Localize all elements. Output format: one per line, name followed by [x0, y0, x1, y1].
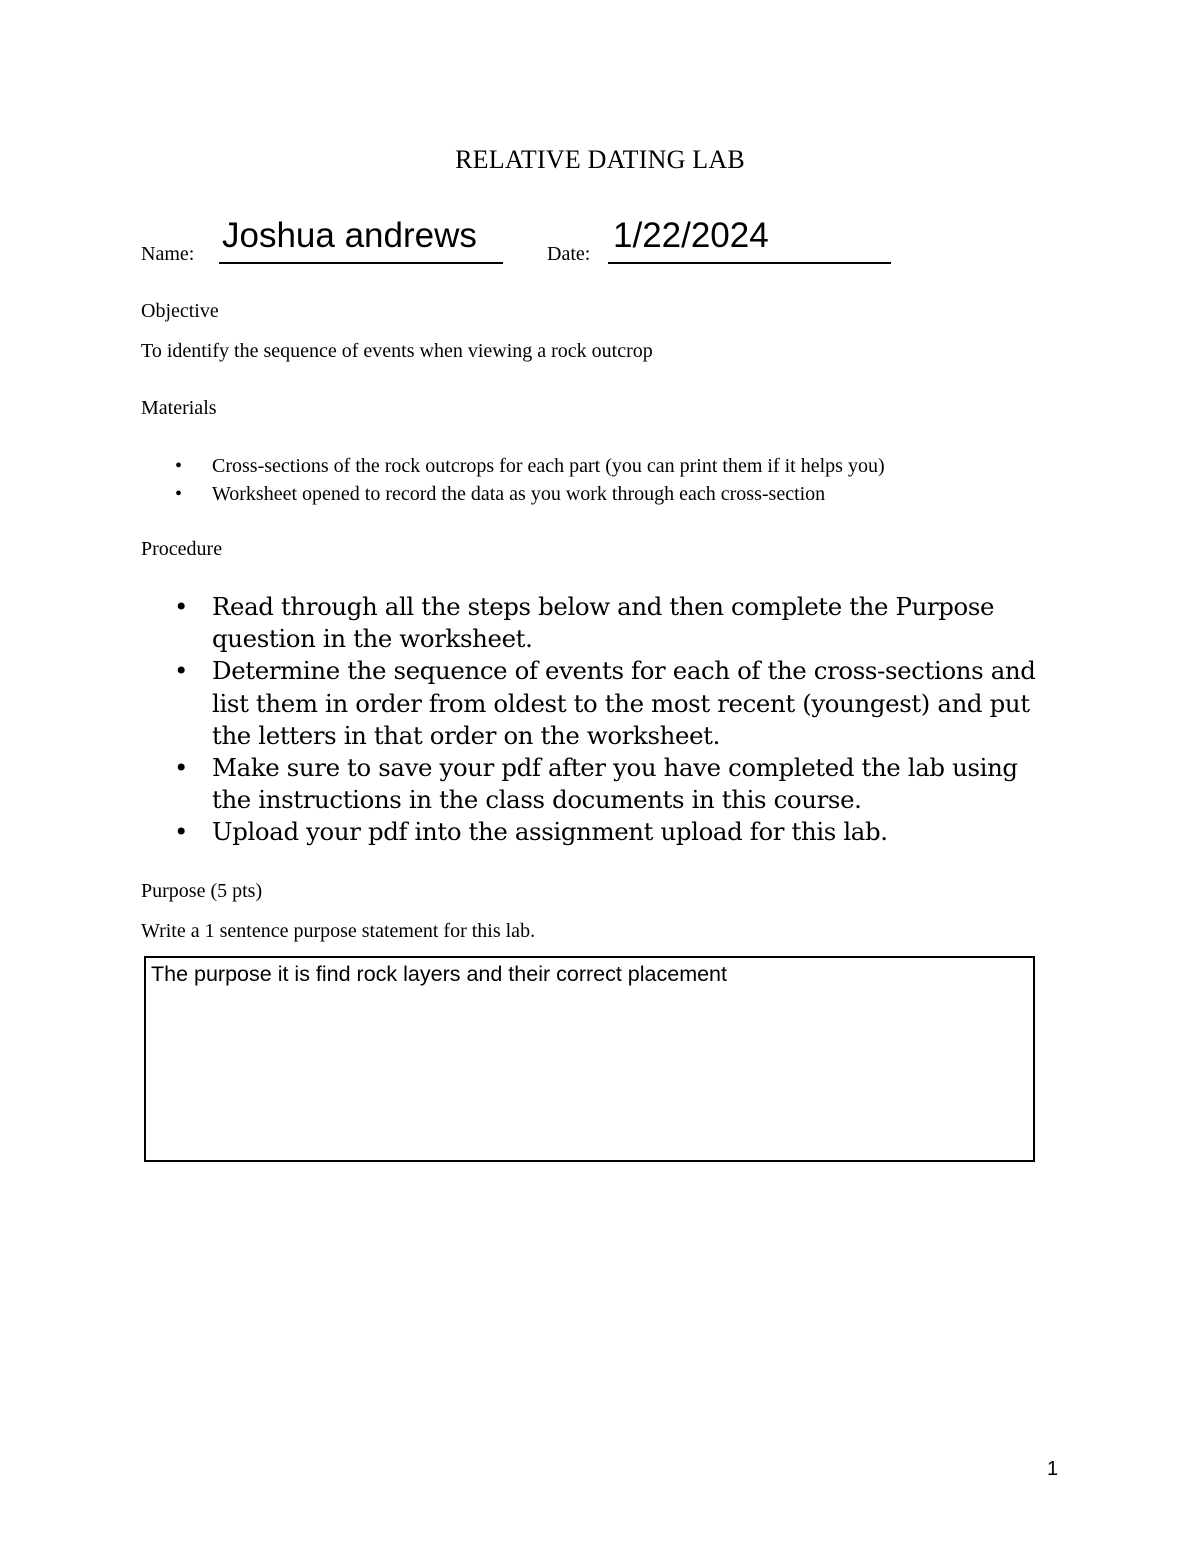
date-label: Date:: [547, 243, 591, 265]
materials-list: [141, 453, 885, 508]
purpose-heading: Purpose (5 pts): [141, 880, 263, 902]
name-label: Name:: [141, 243, 195, 265]
date-underline: [608, 262, 891, 264]
materials-item: • Worksheet opened to record the data as you work through each cross-section: [141, 481, 885, 509]
procedure-item: • Upload your pdf into the assignment upload for this lab.: [141, 816, 1051, 848]
page-number: 1: [1047, 1458, 1059, 1480]
objective-heading: Objective: [141, 300, 219, 322]
purpose-answer-box[interactable]: [144, 956, 1035, 1162]
procedure-list: [141, 591, 1051, 849]
materials-heading: Materials: [141, 397, 217, 419]
materials-item: • Cross-sections of the rock outcrops for each part (you can print them if it helps you): [141, 453, 885, 481]
purpose-answer-text[interactable]: The purpose it is find rock layers and their correct placement: [151, 962, 727, 986]
name-underline: [219, 262, 503, 264]
procedure-item: • Make sure to save your pdf after you have completed the lab using the instructions in the class documents in this course.: [141, 752, 1051, 816]
objective-text: To identify the sequence of events when viewing a rock outcrop: [141, 340, 653, 362]
procedure-item: • Read through all the steps below and then complete the Purpose question in the worksheet.: [141, 591, 1051, 655]
document-title: RELATIVE DATING LAB: [455, 145, 745, 174]
purpose-prompt: Write a 1 sentence purpose statement for this lab.: [141, 920, 536, 942]
procedure-item: • Determine the sequence of events for each of the cross-sections and list them in order from oldest to the most recent (youngest) and put the letters in that order on the worksheet.: [141, 655, 1051, 752]
name-field[interactable]: Joshua andrews: [222, 216, 477, 255]
procedure-heading: Procedure: [141, 538, 223, 560]
date-field[interactable]: 1/22/2024: [613, 216, 769, 255]
